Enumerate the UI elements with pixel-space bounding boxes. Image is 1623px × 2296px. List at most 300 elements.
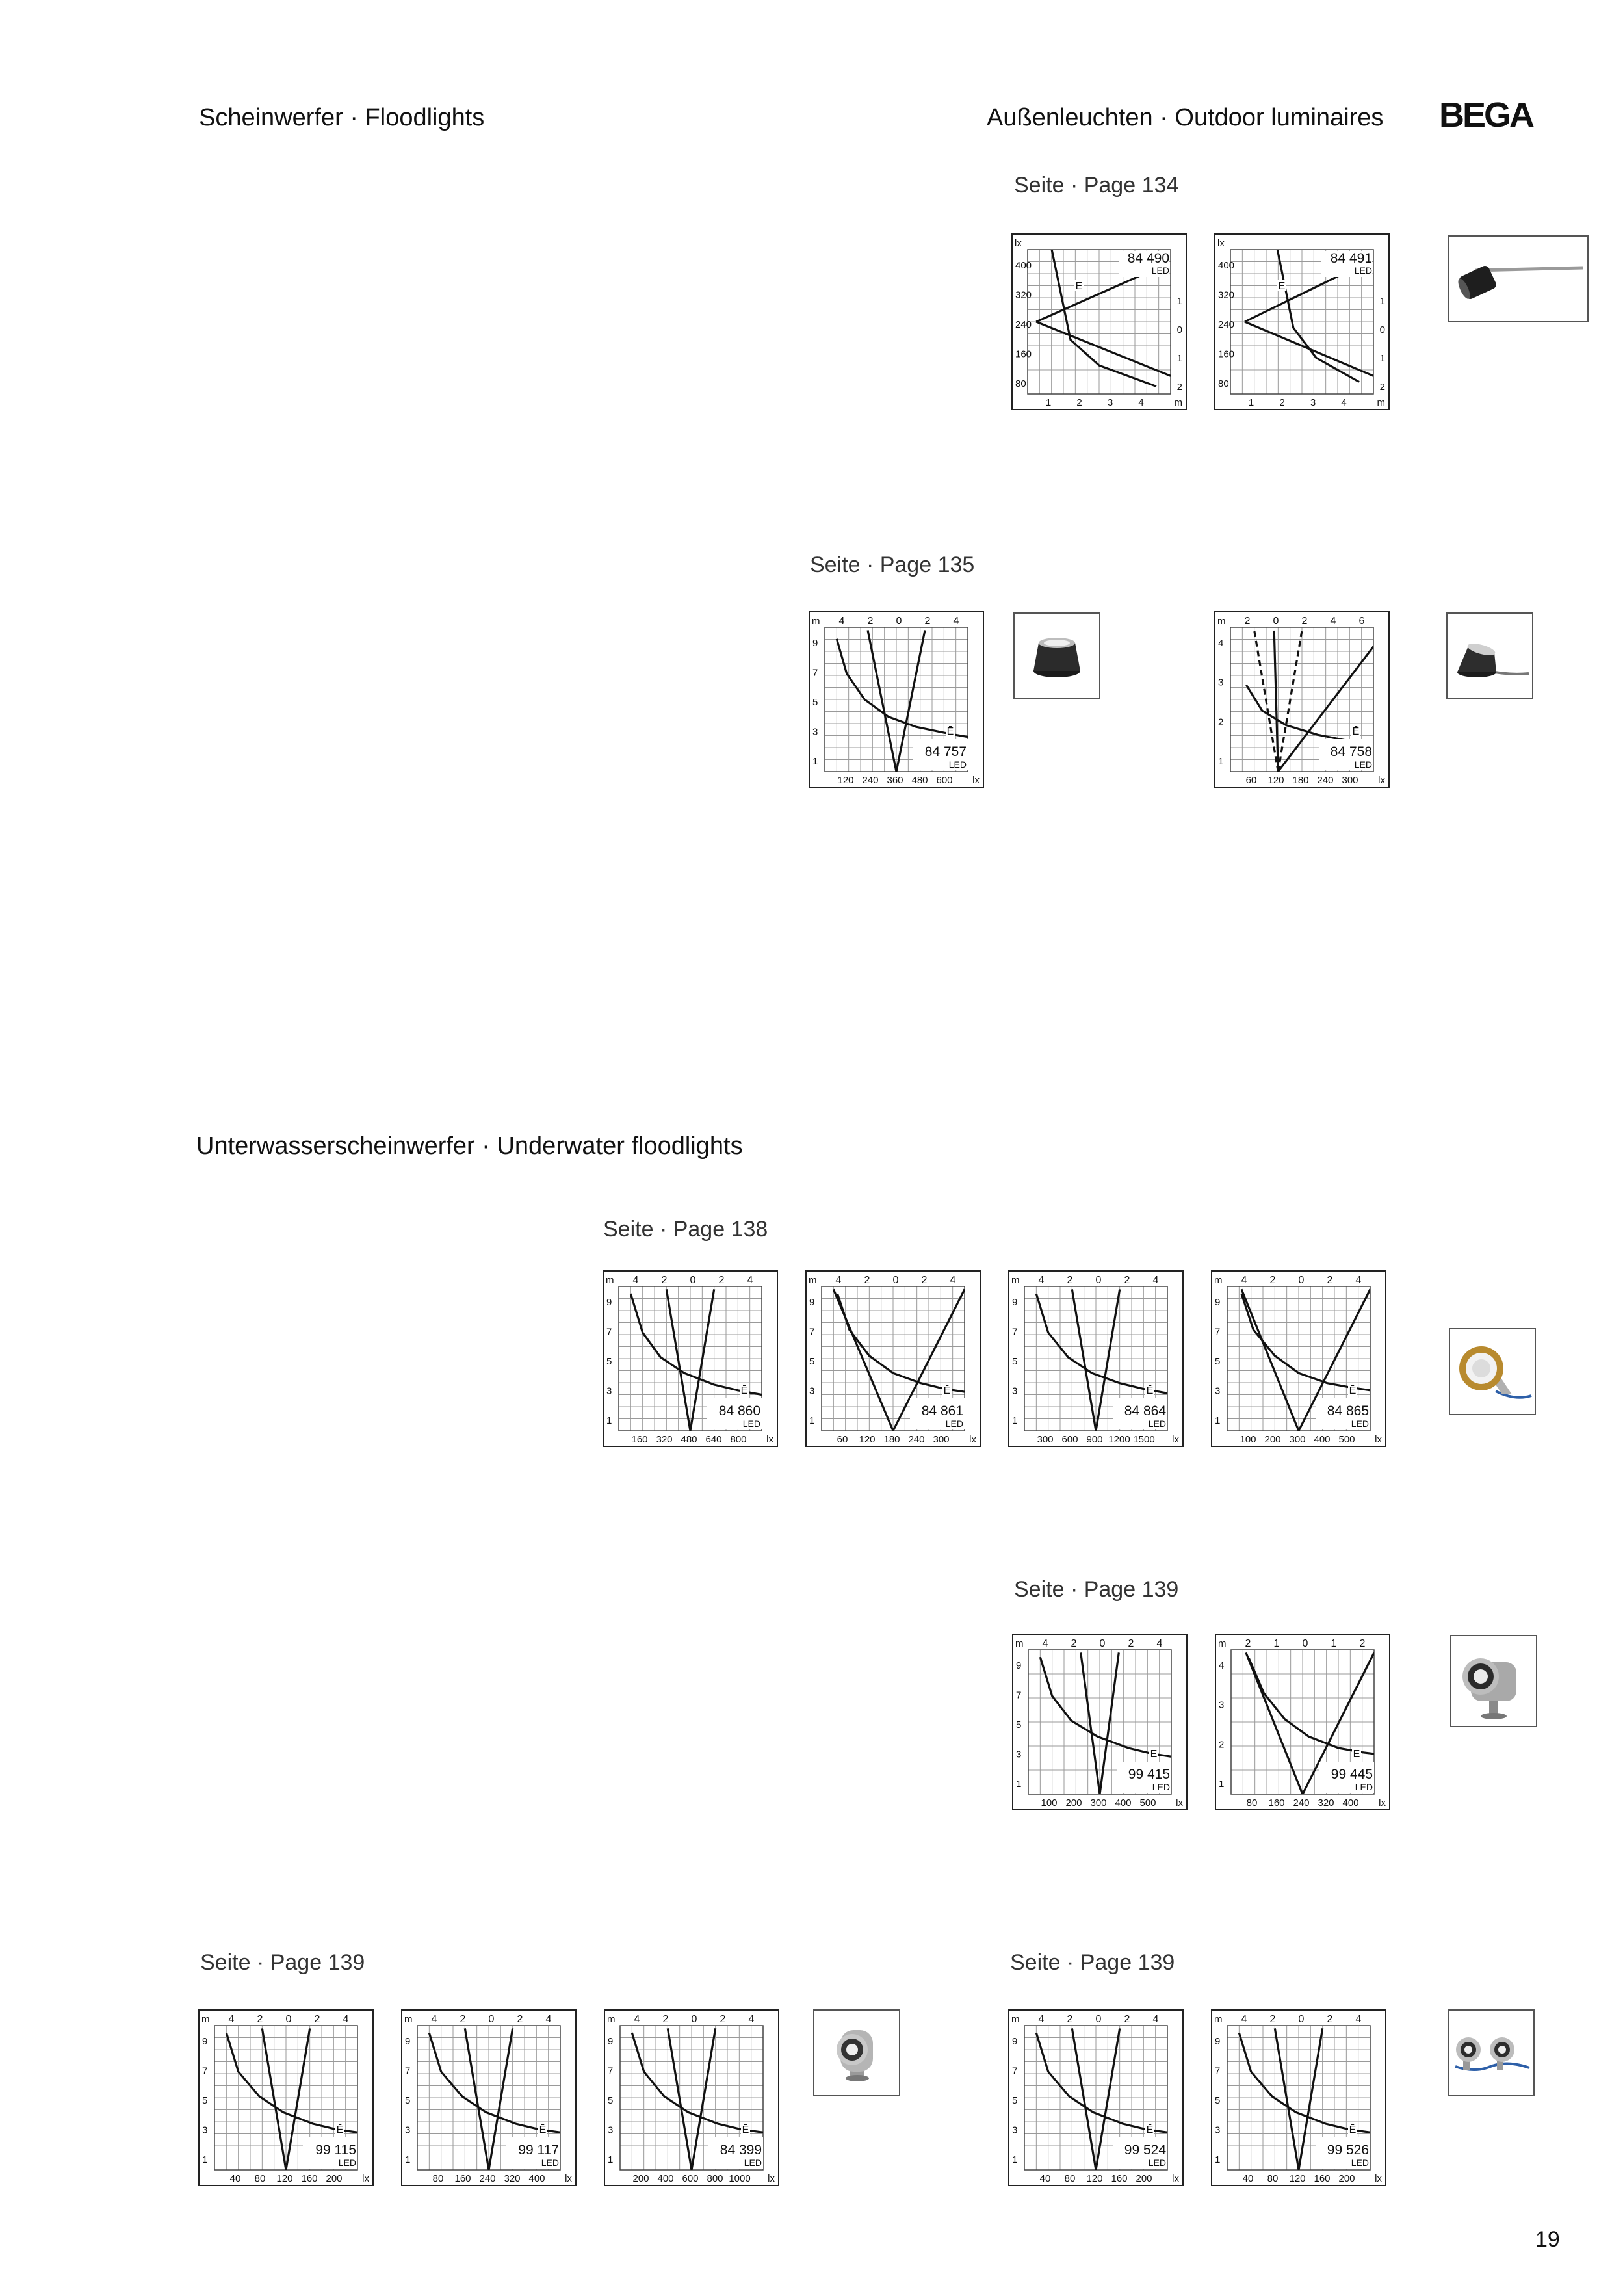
top-tick-label: 2 (720, 2014, 726, 2025)
top-tick-label: 0 (690, 1275, 696, 1286)
y-unit-label: lx (1015, 238, 1022, 249)
y-tick-label: 320 (1015, 289, 1032, 301)
top-tick-label: 4 (1355, 2014, 1362, 2025)
led-tag: LED (338, 2158, 356, 2168)
x-tick-label: 4 (1138, 397, 1144, 408)
top-tick-label: 2 (924, 616, 931, 627)
x-tick-label: 320 (656, 1434, 673, 1445)
top-tick-label: 0 (691, 2014, 697, 2025)
chart-svg (806, 1271, 980, 1446)
curve-label: Ē (740, 1385, 748, 1396)
y-tick-label: 9 (1012, 1297, 1018, 1308)
y-tick-label: 4 (1218, 638, 1224, 649)
y-tick-label: 9 (1016, 1660, 1022, 1671)
x-tick-label: 2 (1279, 397, 1285, 408)
right-tick-label: 1 (1176, 353, 1182, 364)
top-tick-label: 4 (953, 616, 959, 627)
ground-floodlight-icon (1013, 612, 1100, 699)
top-tick-label: 2 (1067, 2014, 1073, 2025)
top-tick-label: 0 (488, 2014, 495, 2025)
led-tag: LED (1152, 1782, 1170, 1792)
y-tick-label: 9 (608, 2036, 614, 2047)
product-number: 84 861 (921, 1403, 963, 1418)
chart-99117 (402, 2010, 576, 2185)
top-tick-label: 4 (1042, 1638, 1048, 1649)
x-unit-label: lx (972, 775, 980, 786)
x-unit-label: m (1174, 397, 1182, 408)
x-tick-label: 160 (301, 2173, 318, 2184)
x-tick-label: 80 (432, 2173, 444, 2184)
top-tick-label: 2 (1359, 1638, 1366, 1649)
y-tick-label: 3 (809, 1385, 815, 1397)
chart-99115 (199, 2010, 373, 2185)
x-tick-label: 120 (1289, 2173, 1306, 2184)
top-tick-label: 0 (1302, 1638, 1308, 1649)
y-tick-label: 5 (1215, 1356, 1221, 1367)
y-tick-label: 1 (1215, 2154, 1221, 2165)
x-tick-label: 120 (859, 1434, 876, 1445)
y-tick-label: 5 (1016, 1719, 1022, 1730)
y-unit-label: m (404, 2014, 413, 2025)
y-tick-label: 9 (1012, 2036, 1018, 2047)
x-unit-label: lx (969, 1434, 976, 1445)
x-unit-label: lx (362, 2173, 369, 2184)
top-tick-label: 2 (1245, 1638, 1251, 1649)
top-tick-label: 0 (1095, 1275, 1102, 1286)
y-tick-label: 1 (812, 756, 818, 767)
y-unit-label: m (812, 616, 820, 627)
x-tick-label: 160 (1268, 1797, 1285, 1808)
x-tick-label: 3 (1310, 397, 1316, 408)
y-tick-label: 5 (809, 1356, 815, 1367)
x-tick-label: 120 (1267, 775, 1284, 786)
chart-84860 (603, 1271, 777, 1446)
y-tick-label: 7 (1016, 1689, 1022, 1701)
chart-svg (1215, 234, 1389, 410)
page-ref-139-bottom-right: Seite · Page 139 (1010, 1950, 1175, 1975)
led-tag: LED (945, 1418, 963, 1429)
top-tick-label: 1 (1331, 1638, 1337, 1649)
chart-84491 (1215, 234, 1389, 410)
y-tick-label: 3 (608, 2124, 614, 2136)
y-tick-label: 320 (1218, 289, 1235, 301)
chart-84399 (604, 2010, 779, 2185)
product-number: 84 758 (1330, 744, 1372, 759)
x-unit-label: lx (1378, 775, 1385, 786)
y-tick-label: 3 (405, 2124, 411, 2136)
y-tick-label: 9 (1215, 2036, 1221, 2047)
y-unit-label: lx (1217, 238, 1225, 249)
x-tick-label: 240 (1293, 1797, 1310, 1808)
top-tick-label: 0 (1298, 1275, 1305, 1286)
top-tick-label: 2 (1071, 1638, 1077, 1649)
product-number: 84 860 (718, 1403, 760, 1418)
x-tick-label: 800 (730, 1434, 747, 1445)
top-tick-label: 4 (228, 2014, 235, 2025)
brand-logo: BEGA (1439, 96, 1533, 135)
curve-label: Ē (946, 726, 954, 737)
x-tick-label: 500 (1139, 1797, 1156, 1808)
y-tick-label: 9 (1215, 1297, 1221, 1308)
y-tick-label: 7 (1215, 1326, 1221, 1338)
x-tick-label: 120 (837, 775, 854, 786)
top-tick-label: 4 (1241, 1275, 1247, 1286)
chart-svg (1009, 1271, 1183, 1446)
y-tick-label: 9 (812, 638, 818, 649)
underwater-floodlight-pair-icon (1448, 2009, 1535, 2096)
x-tick-label: 1 (1248, 397, 1254, 408)
top-tick-label: 2 (921, 1275, 928, 1286)
chart-svg (1012, 234, 1186, 410)
top-tick-label: 2 (1269, 1275, 1276, 1286)
right-tick-label: 0 (1176, 324, 1182, 335)
top-tick-label: 0 (1298, 2014, 1305, 2025)
led-tag: LED (1148, 1418, 1166, 1429)
x-tick-label: 300 (1342, 775, 1358, 786)
x-tick-label: 200 (1338, 2173, 1355, 2184)
x-tick-label: 600 (936, 775, 953, 786)
chart-99445 (1215, 1634, 1390, 1810)
product-number: 99 115 (315, 2143, 356, 2158)
led-tag: LED (1148, 2158, 1166, 2168)
y-tick-label: 7 (202, 2065, 208, 2077)
chart-99415 (1013, 1634, 1187, 1810)
curve-label: Ē (1146, 1385, 1154, 1396)
top-tick-label: 4 (1152, 1275, 1159, 1286)
y-tick-label: 7 (405, 2065, 411, 2077)
y-unit-label: m (1011, 2014, 1020, 2025)
y-tick-label: 7 (1012, 2065, 1018, 2077)
chart-svg (1009, 2010, 1183, 2185)
x-tick-label: 80 (1246, 1797, 1258, 1808)
y-tick-label: 400 (1218, 260, 1235, 271)
y-tick-label: 1 (202, 2154, 208, 2165)
x-tick-label: 640 (705, 1434, 722, 1445)
y-tick-label: 5 (405, 2095, 411, 2106)
top-tick-label: 4 (950, 1275, 956, 1286)
top-tick-label: 2 (718, 1275, 725, 1286)
top-tick-label: 2 (867, 616, 874, 627)
x-unit-label: lx (565, 2173, 572, 2184)
x-unit-label: lx (766, 1434, 773, 1445)
x-tick-label: 100 (1240, 1434, 1256, 1445)
y-tick-label: 5 (608, 2095, 614, 2106)
top-tick-label: 0 (1095, 2014, 1102, 2025)
y-tick-label: 1 (608, 2154, 614, 2165)
x-tick-label: 180 (883, 1434, 900, 1445)
y-unit-label: m (607, 2014, 616, 2025)
y-tick-label: 7 (812, 667, 818, 679)
top-tick-label: 4 (1038, 1275, 1045, 1286)
top-tick-label: 4 (1355, 1275, 1362, 1286)
top-tick-label: 2 (1327, 2014, 1333, 2025)
chart-84861 (806, 1271, 980, 1446)
x-tick-label: 240 (1317, 775, 1334, 786)
x-tick-label: 160 (631, 1434, 648, 1445)
chart-svg (603, 1271, 777, 1446)
top-tick-label: 4 (1152, 2014, 1159, 2025)
chart-99526 (1212, 2010, 1386, 2185)
top-tick-label: 4 (343, 2014, 349, 2025)
page-ref-134: Seite · Page 134 (1014, 173, 1179, 198)
y-unit-label: m (1214, 2014, 1223, 2025)
product-number: 84 490 (1127, 251, 1169, 266)
x-tick-label: 320 (1318, 1797, 1334, 1808)
curve-label: Ē (1349, 2124, 1357, 2135)
x-unit-label: lx (1176, 1797, 1183, 1808)
x-unit-label: lx (768, 2173, 775, 2184)
top-tick-label: 2 (1124, 2014, 1130, 2025)
y-tick-label: 1 (1218, 756, 1224, 767)
y-tick-label: 3 (1016, 1749, 1022, 1760)
x-tick-label: 200 (1136, 2173, 1152, 2184)
x-tick-label: 600 (1061, 1434, 1078, 1445)
x-tick-label: 400 (1314, 1434, 1331, 1445)
product-number: 99 117 (518, 2143, 559, 2158)
underwater-floodlight-bronze-icon (1449, 1328, 1536, 1415)
chart-svg (809, 612, 983, 787)
x-tick-label: 3 (1107, 397, 1113, 408)
page-ref-135: Seite · Page 135 (810, 553, 975, 577)
product-number: 99 415 (1128, 1767, 1170, 1782)
y-unit-label: m (809, 1275, 817, 1286)
chart-svg (604, 2010, 779, 2185)
x-tick-label: 300 (933, 1434, 950, 1445)
y-tick-label: 9 (606, 1297, 612, 1308)
top-tick-label: 4 (545, 2014, 552, 2025)
chart-svg (1013, 1634, 1187, 1810)
x-tick-label: 200 (1065, 1797, 1082, 1808)
y-tick-label: 1 (606, 1415, 612, 1426)
y-tick-label: 7 (606, 1326, 612, 1338)
top-tick-label: 0 (1273, 616, 1279, 627)
curve-label: Ē (742, 2124, 749, 2135)
y-unit-label: m (1015, 1638, 1024, 1649)
top-tick-label: 2 (1244, 616, 1251, 627)
y-unit-label: m (1011, 1275, 1020, 1286)
led-tag: LED (1351, 1418, 1369, 1429)
y-tick-label: 160 (1015, 348, 1032, 360)
top-tick-label: 6 (1358, 616, 1365, 627)
y-tick-label: 3 (1215, 2124, 1221, 2136)
y-tick-label: 1 (1219, 1779, 1225, 1790)
x-tick-label: 1500 (1133, 1434, 1155, 1445)
x-unit-label: lx (1375, 1434, 1382, 1445)
y-tick-label: 2 (1218, 716, 1224, 728)
x-tick-label: 60 (1245, 775, 1257, 786)
y-tick-label: 1 (1012, 1415, 1018, 1426)
x-tick-label: 1000 (729, 2173, 751, 2184)
product-number: 84 757 (924, 744, 967, 759)
curve-label: Ē (1150, 1749, 1158, 1760)
y-tick-label: 3 (1215, 1385, 1221, 1397)
catalog-title: Außenleuchten · Outdoor luminaires (987, 104, 1384, 131)
top-tick-label: 4 (838, 616, 845, 627)
y-unit-label: m (1218, 1638, 1227, 1649)
x-tick-label: 40 (1039, 2173, 1051, 2184)
section-title-floodlights: Scheinwerfer · Floodlights (199, 104, 485, 131)
x-tick-label: 160 (1111, 2173, 1128, 2184)
x-tick-label: 100 (1041, 1797, 1058, 1808)
right-tick-label: 1 (1379, 353, 1385, 364)
top-tick-label: 2 (661, 1275, 668, 1286)
chart-99524 (1009, 2010, 1183, 2185)
y-tick-label: 1 (1016, 1779, 1022, 1790)
top-tick-label: 4 (632, 1275, 639, 1286)
top-tick-label: 2 (1327, 1275, 1333, 1286)
underwater-floodlight-steel-icon (1450, 1635, 1537, 1727)
top-tick-label: 2 (517, 2014, 523, 2025)
product-number: 84 864 (1124, 1403, 1166, 1418)
y-unit-label: m (1217, 616, 1226, 627)
top-tick-label: 2 (257, 2014, 263, 2025)
x-tick-label: 120 (1086, 2173, 1103, 2184)
product-number: 99 526 (1327, 2143, 1369, 2158)
x-tick-label: 320 (504, 2173, 521, 2184)
top-tick-label: 4 (431, 2014, 437, 2025)
top-tick-label: 2 (460, 2014, 466, 2025)
y-tick-label: 7 (1215, 2065, 1221, 2077)
x-tick-label: 200 (326, 2173, 343, 2184)
top-tick-label: 4 (1038, 2014, 1045, 2025)
x-tick-label: 300 (1090, 1797, 1107, 1808)
top-tick-label: 4 (835, 1275, 842, 1286)
product-number: 99 524 (1124, 2143, 1166, 2158)
right-tick-label: 2 (1379, 382, 1385, 393)
x-tick-label: 500 (1338, 1434, 1355, 1445)
x-tick-label: 200 (1264, 1434, 1281, 1445)
x-tick-label: 180 (1292, 775, 1309, 786)
curve-label: Ē (1278, 281, 1286, 292)
underwater-floodlight-compact-icon (813, 2009, 900, 2096)
top-tick-label: 0 (1099, 1638, 1106, 1649)
right-tick-label: 1 (1379, 296, 1385, 307)
x-tick-label: 480 (681, 1434, 697, 1445)
x-tick-label: 160 (1314, 2173, 1331, 2184)
top-tick-label: 2 (314, 2014, 320, 2025)
x-tick-label: 4 (1341, 397, 1347, 408)
y-tick-label: 5 (1012, 2095, 1018, 2106)
y-tick-label: 80 (1015, 378, 1026, 389)
curve-label: Ē (1353, 1749, 1360, 1760)
y-tick-label: 1 (1215, 1415, 1221, 1426)
chart-84864 (1009, 1271, 1183, 1446)
top-tick-label: 4 (747, 1275, 753, 1286)
x-unit-label: m (1377, 397, 1385, 408)
product-number: 84 865 (1327, 1403, 1369, 1418)
x-tick-label: 60 (837, 1434, 848, 1445)
top-tick-label: 4 (1241, 2014, 1247, 2025)
chart-84758 (1215, 612, 1389, 787)
x-tick-label: 1200 (1108, 1434, 1130, 1445)
y-tick-label: 5 (606, 1356, 612, 1367)
chart-svg (1212, 1271, 1386, 1446)
x-tick-label: 300 (1289, 1434, 1306, 1445)
x-tick-label: 400 (528, 2173, 545, 2184)
top-tick-label: 2 (1301, 616, 1308, 627)
top-tick-label: 0 (896, 616, 902, 627)
x-tick-label: 300 (1037, 1434, 1054, 1445)
led-tag: LED (744, 2158, 762, 2168)
y-tick-label: 1 (809, 1415, 815, 1426)
curve-label: Ē (943, 1385, 951, 1396)
page-ref-139-right: Seite · Page 139 (1014, 1577, 1179, 1602)
x-unit-label: lx (1375, 2173, 1382, 2184)
y-tick-label: 5 (812, 697, 818, 708)
top-tick-label: 2 (1269, 2014, 1276, 2025)
x-tick-label: 400 (1115, 1797, 1132, 1808)
page-ref-139-bottom-left: Seite · Page 139 (200, 1950, 365, 1975)
y-tick-label: 4 (1219, 1660, 1225, 1671)
x-tick-label: 400 (657, 2173, 674, 2184)
right-tick-label: 2 (1176, 382, 1182, 393)
spotlight-on-spike-icon (1448, 235, 1589, 322)
top-tick-label: 4 (634, 2014, 640, 2025)
y-tick-label: 160 (1218, 348, 1235, 360)
y-tick-label: 3 (1218, 677, 1224, 688)
y-unit-label: m (1214, 1275, 1223, 1286)
y-tick-label: 80 (1218, 378, 1229, 389)
led-tag: LED (1355, 1782, 1373, 1792)
product-number: 84 491 (1330, 251, 1372, 266)
chart-svg (1212, 2010, 1386, 2185)
x-tick-label: 40 (229, 2173, 241, 2184)
x-tick-label: 900 (1086, 1434, 1103, 1445)
y-tick-label: 3 (1219, 1699, 1225, 1711)
x-tick-label: 80 (1267, 2173, 1279, 2184)
page-number: 19 (1535, 2227, 1560, 2252)
led-tag: LED (1354, 759, 1372, 770)
x-tick-label: 240 (908, 1434, 925, 1445)
x-unit-label: lx (1172, 1434, 1179, 1445)
x-tick-label: 1 (1045, 397, 1052, 408)
x-tick-label: 800 (707, 2173, 723, 2184)
x-tick-label: 240 (862, 775, 879, 786)
led-tag: LED (1151, 265, 1169, 276)
tilted-floodlight-with-cable-icon (1446, 612, 1533, 699)
chart-svg (402, 2010, 576, 2185)
top-tick-label: 0 (892, 1275, 899, 1286)
curve-label: Ē (1146, 2124, 1154, 2135)
x-tick-label: 200 (632, 2173, 649, 2184)
x-tick-label: 2 (1076, 397, 1082, 408)
y-tick-label: 3 (812, 726, 818, 738)
x-tick-label: 40 (1242, 2173, 1254, 2184)
product-number: 84 399 (720, 2143, 762, 2158)
curve-label: Ē (1349, 1385, 1357, 1396)
x-unit-label: lx (1379, 1797, 1386, 1808)
x-tick-label: 600 (682, 2173, 699, 2184)
top-tick-label: 2 (1128, 1638, 1134, 1649)
y-tick-label: 7 (809, 1326, 815, 1338)
top-tick-label: 4 (1330, 616, 1336, 627)
top-tick-label: 4 (1156, 1638, 1163, 1649)
y-tick-label: 7 (1012, 1326, 1018, 1338)
chart-svg (1215, 612, 1389, 787)
led-tag: LED (742, 1418, 760, 1429)
y-tick-label: 240 (1015, 319, 1032, 330)
product-number: 99 445 (1331, 1767, 1373, 1782)
top-tick-label: 2 (864, 1275, 870, 1286)
top-tick-label: 4 (748, 2014, 755, 2025)
top-tick-label: 2 (1067, 1275, 1073, 1286)
y-tick-label: 3 (1012, 1385, 1018, 1397)
y-tick-label: 5 (202, 2095, 208, 2106)
x-tick-label: 160 (454, 2173, 471, 2184)
led-tag: LED (1351, 2158, 1369, 2168)
led-tag: LED (948, 759, 967, 770)
section-title-underwater: Unterwasserscheinwerfer · Underwater floodlights (196, 1132, 743, 1160)
